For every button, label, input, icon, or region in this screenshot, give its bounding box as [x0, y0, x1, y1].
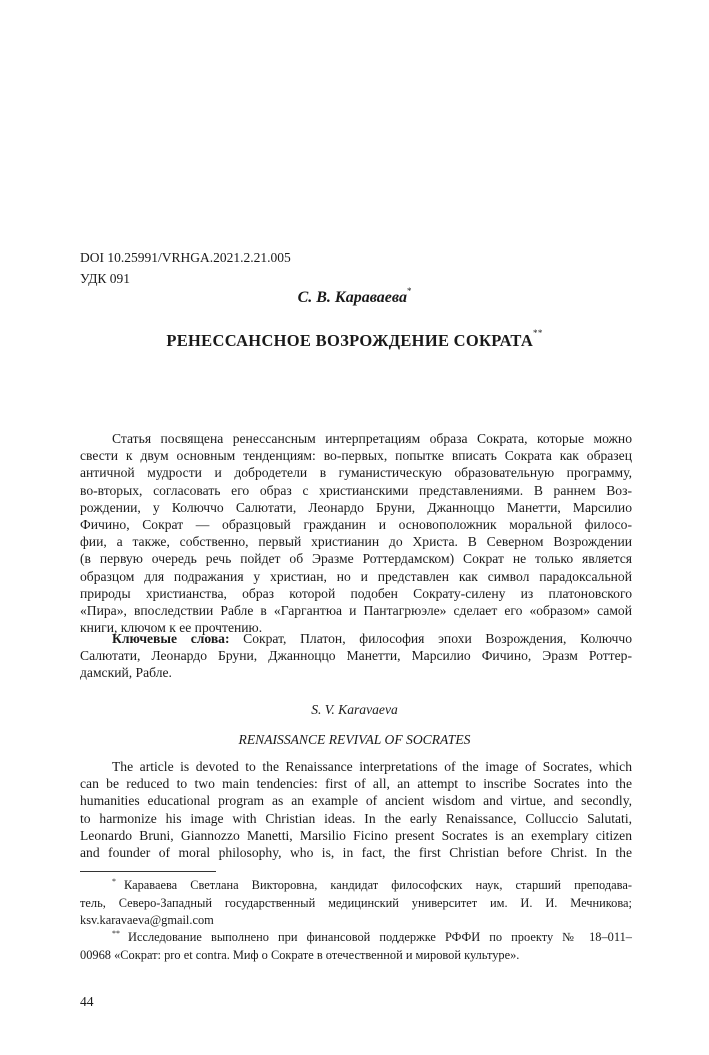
abstract-en-line: Leonardo Bruni, Giannozzo Manetti, Marsilio Ficino present Socrates is an exemplary citizen: [80, 827, 632, 843]
abstract-en-line: and founder of moral philosophy, who is, in fact, the first Christian before Christ. In the: [80, 844, 632, 860]
abstract-ru-line: образцом для подражания у христиан, но и представлен как символ парадоксальной: [80, 568, 632, 584]
article-title-en: RENAISSANCE REVIVAL OF SOCRATES: [238, 732, 471, 747]
abstract-ru: [80, 430, 632, 636]
footnote-line: [80, 929, 632, 947]
abstract-en-line: to harmonize his image with Christian ideas. In the early Renaissance, Colluccio Salutati,: [80, 810, 632, 826]
footnote-mark: *: [112, 877, 116, 886]
abstract-ru-line: Фичино, Сократ — образцовый гражданин и основоположник моральной филосо-: [80, 516, 632, 532]
abstract-ru-line: (в первую очередь речь пойдет об Эразме Роттердамском) Сократ не только является: [80, 551, 632, 567]
abstract-ru-line: фии, а также, собственно, первый христианин до Христа. В Северном Возрождении: [80, 534, 632, 550]
keywords-ru-line: дамский, Рабле.: [80, 665, 172, 681]
footnote-text: Исследование выполнено при финансовой поддержке РФФИ по проекту № 18–011–: [128, 930, 632, 944]
footnote-line: тель, Северо-Западный государственный медицинский университет им. И. И. Мечникова;: [80, 895, 632, 910]
keywords-ru-line: Салютати, Леонардо Бруни, Джанноццо Манетти, Марсилио Фичино, Эразм Роттер-: [80, 648, 632, 664]
abstract-en-line: humanities educational program as an example of ancient wisdom and virtue, and secondly,: [80, 793, 632, 809]
abstract-ru-line: свести к двум основным тенденциям: во-первых, попытке вписать Сократа как образец: [80, 448, 632, 464]
footnote-email: ksv.karavaeva@gmail.com: [80, 913, 214, 927]
udk-line: УДК 091: [80, 271, 131, 286]
footnote-divider: [80, 871, 216, 872]
footnote-author: [80, 877, 632, 930]
author-name-en: S. V. Karavaeva: [311, 702, 398, 717]
footnote-mark: **: [112, 929, 120, 938]
doi-line: DOI 10.25991/VRHGA.2021.2.21.005: [80, 250, 291, 265]
abstract-ru-line: природы христианства, образ которой подобен Сократу-силену из платоновского: [80, 585, 632, 601]
abstract-en: [80, 758, 632, 861]
abstract-ru-line: «Пира», впоследствии Рабле в «Гаргантюа и Пантагрюэле» сделает его «образом» самой: [80, 602, 632, 618]
footnote-line: [80, 877, 632, 895]
page-number: 44: [80, 994, 94, 1009]
abstract-ru-line: книги, ключом к ее прочтению.: [80, 620, 263, 636]
abstract-ru-line: во-вторых, согласовать его образ с христианскими представлениями. В раннем Воз-: [80, 482, 632, 498]
abstract-en-line: can be reduced to two main tendencies: first of all, an attempt to inscribe Socrates into the: [80, 776, 632, 792]
keywords-text: Сократ, Платон, философия эпохи Возрождения, Колюччо: [229, 631, 632, 646]
abstract-ru-line: античной мудрости и добродетели в гуманистическую образовательную программу,: [80, 465, 632, 481]
abstract-en-line: The article is devoted to the Renaissance interpretations of the image of Socrates, which: [112, 759, 632, 774]
keywords-ru: [80, 630, 632, 682]
title-footnote-mark: **: [533, 328, 543, 338]
footnote-text: Караваева Светлана Викторовна, кандидат философских наук, старший преподава-: [124, 878, 632, 892]
keywords-label: Ключевые слова:: [112, 631, 230, 646]
abstract-ru-line: рождении, у Колюччо Салютати, Леонардо Бруни, Джанноццо Манетти, Марсилио: [80, 499, 632, 515]
author-name-ru-text: С. В. Караваева: [297, 289, 407, 306]
abstract-ru-line: Статья посвящена ренессансным интерпретациям образа Сократа, которые можно: [112, 431, 632, 446]
footnote-funding: [80, 929, 632, 964]
keywords-ru-line: [80, 630, 632, 647]
article-title-ru-text: РЕНЕССАНСНОЕ ВОЗРОЖДЕНИЕ СОКРАТА: [166, 331, 534, 350]
author-name-ru: [0, 286, 709, 307]
author-footnote-mark: *: [406, 286, 412, 296]
article-title-ru: [0, 328, 709, 351]
footnote-line: 00968 «Сократ: pro et contra. Миф о Сократе в отечественной и мировой культуре».: [80, 947, 520, 962]
